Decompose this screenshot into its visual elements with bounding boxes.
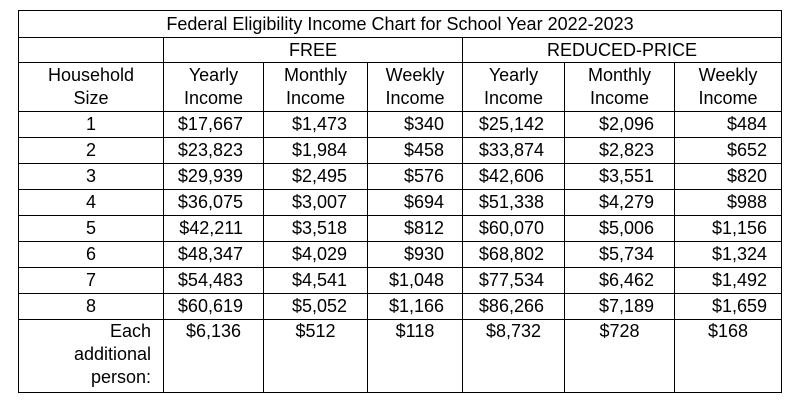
additional-person-label bbox=[19, 320, 164, 393]
reduced-weekly-cell: $652 bbox=[675, 138, 782, 164]
free-weekly-cell: $930 bbox=[368, 242, 463, 268]
reduced-monthly-cell: $5,006 bbox=[565, 216, 675, 242]
free-monthly-cell: $4,541 bbox=[264, 268, 368, 294]
household-size-cell: 1 bbox=[19, 112, 164, 138]
free-yearly-cell: $36,075 bbox=[164, 190, 264, 216]
additional-reduced-yearly: $8,732 bbox=[463, 320, 565, 393]
reduced-monthly-cell: $3,551 bbox=[565, 164, 675, 190]
header-free-monthly bbox=[264, 63, 368, 112]
group-free-label: FREE bbox=[164, 38, 463, 63]
free-monthly-cell: $2,495 bbox=[264, 164, 368, 190]
reduced-weekly-cell: $1,659 bbox=[675, 294, 782, 320]
reduced-yearly-cell: $42,606 bbox=[463, 164, 565, 190]
free-yearly-cell: $54,483 bbox=[164, 268, 264, 294]
table-row bbox=[19, 242, 782, 268]
additional-person-row bbox=[19, 320, 782, 393]
free-yearly-cell: $17,667 bbox=[164, 112, 264, 138]
header-line: Income bbox=[183, 88, 244, 108]
reduced-monthly-cell: $4,279 bbox=[565, 190, 675, 216]
reduced-weekly-cell: $988 bbox=[675, 190, 782, 216]
header-free-weekly bbox=[368, 63, 463, 112]
table-row bbox=[19, 138, 782, 164]
reduced-monthly-cell: $6,462 bbox=[565, 268, 675, 294]
header-line: Income bbox=[285, 88, 346, 108]
free-weekly-cell: $694 bbox=[368, 190, 463, 216]
header-free-yearly bbox=[164, 63, 264, 112]
additional-free-weekly: $118 bbox=[368, 320, 463, 393]
table-row bbox=[19, 112, 782, 138]
header-line: Income bbox=[698, 88, 758, 108]
free-yearly-cell: $60,619 bbox=[164, 294, 264, 320]
free-weekly-cell: $576 bbox=[368, 164, 463, 190]
reduced-weekly-cell: $820 bbox=[675, 164, 782, 190]
header-line: Yearly bbox=[188, 65, 239, 85]
table-row bbox=[19, 190, 782, 216]
header-line: Household bbox=[47, 65, 135, 85]
reduced-monthly-cell: $2,096 bbox=[565, 112, 675, 138]
household-size-cell: 5 bbox=[19, 216, 164, 242]
free-weekly-cell: $1,166 bbox=[368, 294, 463, 320]
additional-free-monthly: $512 bbox=[264, 320, 368, 393]
reduced-monthly-cell: $2,823 bbox=[565, 138, 675, 164]
header-line: Weekly bbox=[385, 65, 445, 85]
group-reduced-label: REDUCED-PRICE bbox=[463, 38, 782, 63]
reduced-yearly-cell: $86,266 bbox=[463, 294, 565, 320]
free-monthly-cell: $4,029 bbox=[264, 242, 368, 268]
header-line: Weekly bbox=[698, 65, 758, 85]
household-size-cell: 2 bbox=[19, 138, 164, 164]
reduced-monthly-cell: $5,734 bbox=[565, 242, 675, 268]
reduced-weekly-cell: $1,324 bbox=[675, 242, 782, 268]
header-line: Income bbox=[483, 88, 544, 108]
household-size-cell: 7 bbox=[19, 268, 164, 294]
free-weekly-cell: $458 bbox=[368, 138, 463, 164]
additional-reduced-monthly: $728 bbox=[565, 320, 675, 393]
free-yearly-cell: $48,347 bbox=[164, 242, 264, 268]
header-reduced-weekly bbox=[675, 63, 782, 112]
header-line: Income bbox=[589, 88, 650, 108]
reduced-yearly-cell: $68,802 bbox=[463, 242, 565, 268]
header-line: Size bbox=[73, 88, 109, 108]
header-line: Yearly bbox=[488, 65, 539, 85]
reduced-weekly-cell: $1,492 bbox=[675, 268, 782, 294]
label-line: Each bbox=[109, 321, 151, 341]
table-row bbox=[19, 294, 782, 320]
reduced-yearly-cell: $51,338 bbox=[463, 190, 565, 216]
header-household-size bbox=[19, 63, 164, 112]
household-size-cell: 8 bbox=[19, 294, 164, 320]
free-weekly-cell: $1,048 bbox=[368, 268, 463, 294]
free-weekly-cell: $340 bbox=[368, 112, 463, 138]
free-monthly-cell: $5,052 bbox=[264, 294, 368, 320]
additional-free-yearly: $6,136 bbox=[164, 320, 264, 393]
header-reduced-yearly bbox=[463, 63, 565, 112]
header-line: Income bbox=[385, 88, 445, 108]
income-chart-table bbox=[18, 10, 782, 393]
free-yearly-cell: $29,939 bbox=[164, 164, 264, 190]
free-monthly-cell: $3,007 bbox=[264, 190, 368, 216]
header-reduced-monthly bbox=[565, 63, 675, 112]
free-yearly-cell: $42,211 bbox=[164, 216, 264, 242]
reduced-yearly-cell: $25,142 bbox=[463, 112, 565, 138]
additional-reduced-weekly: $168 bbox=[675, 320, 782, 393]
header-line: Monthly bbox=[587, 65, 652, 85]
header-line: Monthly bbox=[283, 65, 348, 85]
free-monthly-cell: $1,473 bbox=[264, 112, 368, 138]
free-monthly-cell: $3,518 bbox=[264, 216, 368, 242]
reduced-yearly-cell: $33,874 bbox=[463, 138, 565, 164]
reduced-weekly-cell: $1,156 bbox=[675, 216, 782, 242]
reduced-monthly-cell: $7,189 bbox=[565, 294, 675, 320]
reduced-yearly-cell: $60,070 bbox=[463, 216, 565, 242]
table-row bbox=[19, 216, 782, 242]
group-spacer bbox=[19, 38, 164, 63]
reduced-yearly-cell: $77,534 bbox=[463, 268, 565, 294]
household-size-cell: 6 bbox=[19, 242, 164, 268]
label-line: person: bbox=[90, 367, 151, 387]
free-monthly-cell: $1,984 bbox=[264, 138, 368, 164]
household-size-cell: 4 bbox=[19, 190, 164, 216]
reduced-weekly-cell: $484 bbox=[675, 112, 782, 138]
label-line: additional bbox=[73, 344, 151, 364]
household-size-cell: 3 bbox=[19, 164, 164, 190]
chart-title: Federal Eligibility Income Chart for School Year 2022-2023 bbox=[19, 11, 782, 38]
free-yearly-cell: $23,823 bbox=[164, 138, 264, 164]
table-row bbox=[19, 164, 782, 190]
free-weekly-cell: $812 bbox=[368, 216, 463, 242]
table-row bbox=[19, 268, 782, 294]
